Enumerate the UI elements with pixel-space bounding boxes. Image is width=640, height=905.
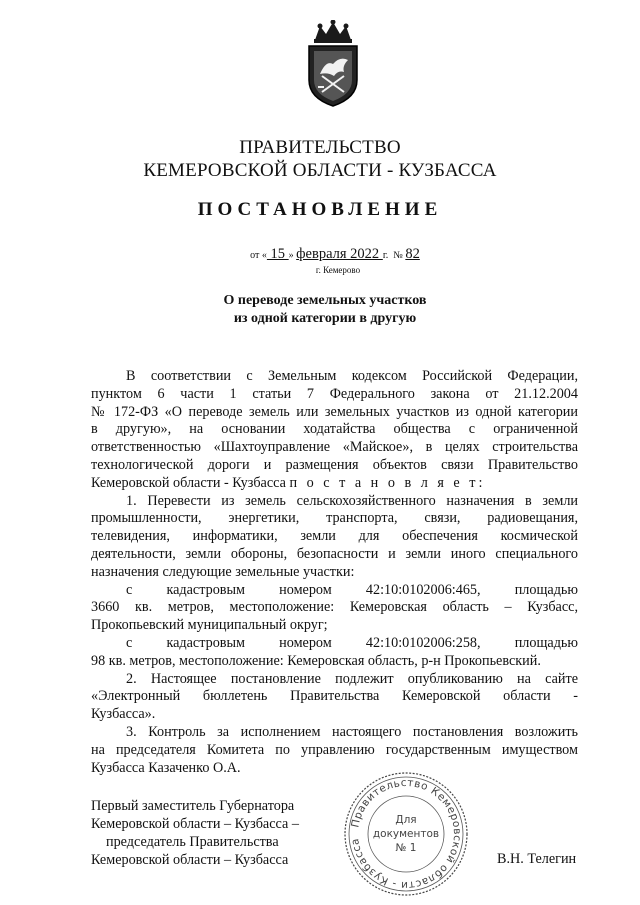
signer-name: В.Н. Телегин [497,851,577,867]
city: г. Кемерово [315,265,361,275]
government-name-line2: КЕМЕРОВСКОЙ ОБЛАСТИ - КУЗБАССА [143,160,497,181]
body-line: 1. Перевести из земель сельскохозяйственного назначения в земли [126,492,578,509]
body-line: телевидения, информатики, земли для обеспечения космической [91,528,578,545]
body-line: с кадастровым номером 42:10:0102006:258, площадью [126,634,578,651]
stamp-center-line3: № 1 [395,842,417,854]
document-subject [0,292,640,328]
date-day: 15 [266,246,289,262]
body-line-resolves [91,475,578,493]
body-line: 3660 кв. метров, местоположение: Кемеровская область – Кузбасс, [91,599,578,616]
signature-block [91,797,331,869]
coat-of-arms-icon [298,20,368,108]
number-prefix: № [388,250,406,261]
body-line: промышленности, энергетики, транспорта, связи, радиовещания, [91,510,578,527]
stamp-center-line1: Для [395,814,417,826]
document-body [91,368,578,777]
signer-position-line4: Кемеровской области – Кузбасса [91,852,289,868]
body-line: 2. Настоящее постановление подлежит опубликованию на сайте [126,670,578,687]
body-line: пунктом 6 части 1 статьи 7 Федерального закона от 21.12.2004 [91,385,578,402]
date-prefix: от « [250,250,267,261]
signer-position-line3: председатель Правительства [106,834,279,850]
body-line: деятельности, земли обороны, безопасности и земли иного специального [91,545,578,562]
body-line: «Электронный бюллетень Правительства Кемеровской области - [91,688,578,705]
government-name-line1: ПРАВИТЕЛЬСТВО [239,137,401,158]
document-title: ПОСТАНОВЛЕНИЕ [197,199,443,220]
date-mid: » [288,250,297,261]
body-line: ответственностью «Шахтоуправление «Майское», в целях строительства [91,439,578,456]
subject-line2: из одной категории в другую [233,311,417,326]
body-line: технологической дороги и размещения объектов связи Правительство [91,456,578,473]
signer-position-line2: Кемеровской области – Кузбасса – [91,816,299,832]
body-line: № 172-ФЗ «О переводе земель или земельных участков из одной категории [91,403,578,420]
body-line: в другую», на основании ходатайства общества с ограниченной [91,421,578,438]
official-stamp [343,771,469,897]
body-line: В соответствии с Земельным кодексом Российской Федерации, [126,368,578,384]
document-number: 82 [405,246,420,262]
date-number-line [0,246,640,263]
body-line: назначения следующие земельные участки: [91,563,355,580]
body-line: 3. Контроль за исполнением настоящего постановления возложить [126,723,578,740]
resolves-word: п о с т а н о в л я е т: [289,474,486,491]
body-line: с кадастровым номером 42:10:0102006:465, площадью [126,581,578,598]
stamp-ring-text: Правительство Кемеровской области - Кузбасса [349,776,464,892]
body-line: на председателя Комитета по управлению государственным имуществом [91,741,578,758]
body-line: 98 кв. метров, местоположение: Кемеровская область, р-н Прокопьевский. [91,652,541,669]
signer-position-line1: Первый заместитель Губернатора [91,798,295,814]
body-line: Кузбасса». [91,706,156,723]
subject-line1: О переводе земельных участков [223,293,427,308]
stamp-center-line2: документов [372,828,440,840]
date-month-year: февраля 2022 [296,246,383,262]
body-line-text: Кемеровской области - Кузбасса [91,474,290,491]
date-year-suffix: г. [382,250,389,261]
body-line: Прокопьевский муниципальный округ; [91,617,328,634]
body-line: Кузбасса Казаченко О.А. [91,759,241,776]
